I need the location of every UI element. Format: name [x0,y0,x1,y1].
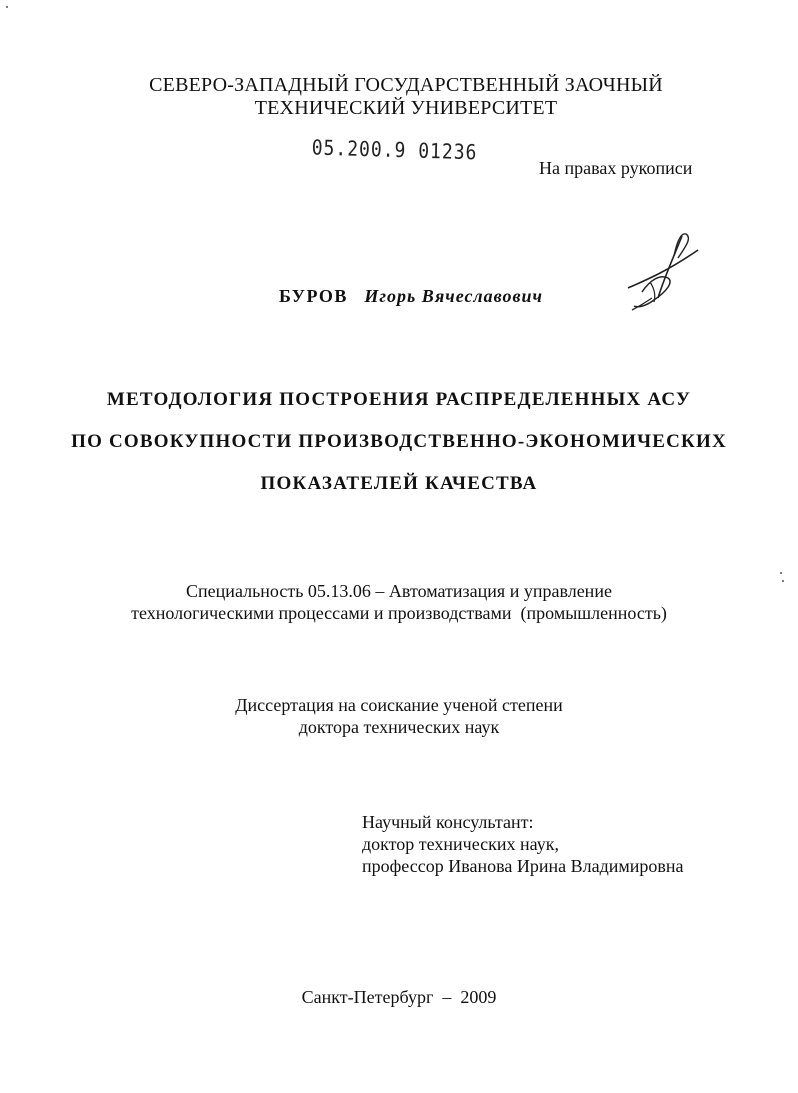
city-year: Санкт-Петербург – 2009 [301,987,497,1007]
university-name-line1: СЕВЕРО-ЗАПАДНЫЙ ГОСУДАРСТВЕННЫЙ ЗАОЧНЫЙ [149,74,663,96]
specialty-line2: технологическими процессами и производствами (промышленность) [131,603,667,623]
specialty-line1: Специальность 05.13.06 – Автоматизация и управление [186,581,612,601]
scientific-consultant [362,811,684,877]
scan-speck [6,6,8,8]
university-header [0,74,798,120]
title-line3: ПОКАЗАТЕЛЕЙ КАЧЕСТВА [260,473,538,494]
author-name [279,286,543,307]
library-stamp-number: 05.200.9 01236 [311,136,478,166]
dissertation-title [0,388,798,514]
title-line1: МЕТОДОЛОГИЯ ПОСТРОЕНИЯ РАСПРЕДЕЛЕННЫХ АСУ [106,389,692,410]
consultant-label: Научный консультант: [362,812,534,832]
scan-speck [780,572,782,574]
title-line2: ПО СОВОКУПНОСТИ ПРОИЗВОДСТВЕННО-ЭКОНОМИЧЕСКИХ [71,431,727,452]
degree-line2: доктора технических наук [298,717,500,737]
scan-speck [782,580,784,582]
manuscript-rights-note: На правах рукописи [539,158,693,178]
consultant-degree: доктор технических наук, [362,834,559,854]
university-name-line2: ТЕХНИЧЕСКИЙ УНИВЕРСИТЕТ [254,97,558,119]
degree-line1: Диссертация на соискание ученой степени [235,695,563,715]
handwritten-signature [620,228,710,318]
dissertation-degree [0,694,798,738]
author-given-names: Игорь Вячеславович [364,286,543,306]
specialty [0,580,798,624]
author-surname: БУРОВ [279,286,348,306]
consultant-name: профессор Иванова Ирина Владимировна [362,856,684,876]
